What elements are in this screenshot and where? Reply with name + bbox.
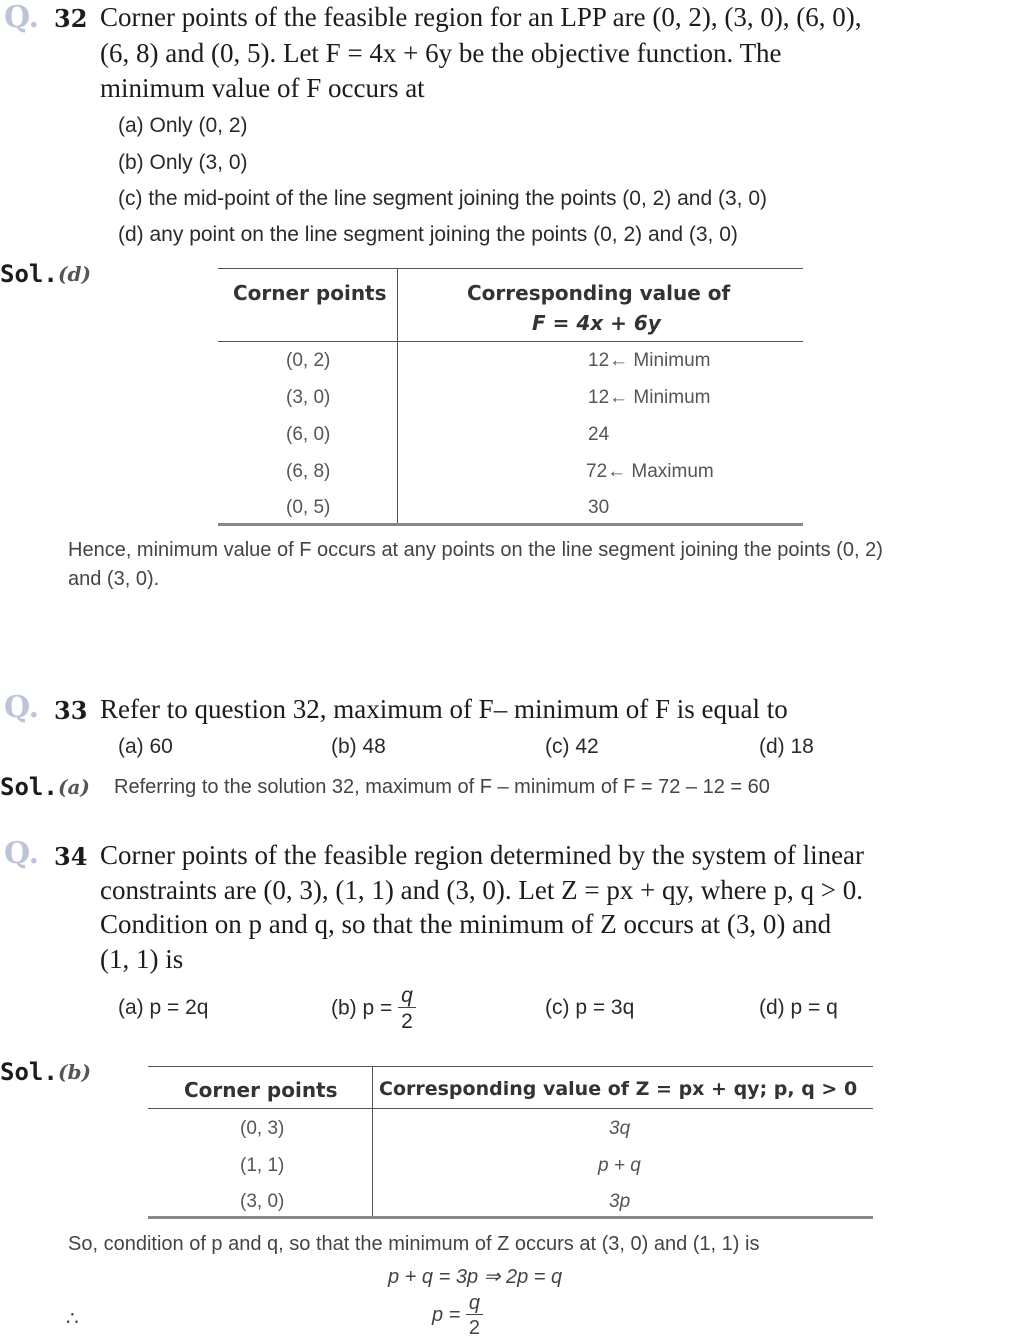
solution-answer: (d) <box>58 262 91 286</box>
table-rule <box>218 268 803 269</box>
therefore-symbol: ∴ <box>66 1308 79 1330</box>
question-marker: Q. <box>4 0 40 35</box>
option-d: (d) p = q <box>759 996 838 1019</box>
solution-answer: (a) <box>58 775 90 799</box>
table-header: Corresponding value of Z = px + qy; p, q > 0 <box>379 1078 858 1100</box>
question-text-line: Corner points of the feasible region determined by the system of linear <box>100 840 865 870</box>
fraction-denominator: 2 <box>468 1317 481 1339</box>
solution-text: Referring to the solution 32, maximum of F – minimum of F = 72 – 12 = 60 <box>114 776 770 798</box>
table-header: Corresponding value of <box>467 281 731 305</box>
solution-label: Sol. <box>0 1058 58 1086</box>
table-cell: 72← Maximum <box>586 461 714 482</box>
table-cell: (6, 0) <box>286 424 331 445</box>
table-divider <box>372 1066 373 1219</box>
option-d: (d) 18 <box>759 735 814 758</box>
table-cell: (3, 0) <box>286 387 331 408</box>
solution-equation: p + q = 3p ⇒ 2p = q <box>388 1266 563 1288</box>
table-divider <box>397 268 398 525</box>
table-cell: (3, 0) <box>240 1191 285 1212</box>
table-cell: 3q <box>609 1118 631 1139</box>
fraction-denominator: 2 <box>401 1010 413 1034</box>
question-marker: Q. <box>4 836 40 871</box>
table-cell: p + q <box>598 1155 641 1176</box>
question-text-line: Condition on p and q, so that the minimum of Z occurs at (3, 0) and <box>100 909 832 939</box>
solution-conclusion: So, condition of p and q, so that the minimum of Z occurs at (3, 0) and (1, 1) is <box>68 1233 760 1255</box>
solution-conclusion: and (3, 0). <box>68 568 160 590</box>
final-lhs: p = <box>432 1304 461 1326</box>
question-text-line: (1, 1) is <box>100 944 184 974</box>
fraction-numerator: q <box>398 984 416 1008</box>
table-cell: 3p <box>609 1191 631 1212</box>
table-cell: (0, 3) <box>240 1118 285 1139</box>
question-number: 32 <box>54 4 88 33</box>
solution-answer: (b) <box>58 1060 91 1084</box>
option-a: (a) Only (0, 2) <box>118 114 248 137</box>
solution-label: Sol. <box>0 773 58 801</box>
question-number: 34 <box>54 842 88 871</box>
solution-final <box>432 1292 483 1339</box>
option-b <box>331 984 416 1033</box>
table-cell: 12← Minimum <box>588 387 711 408</box>
fraction <box>398 984 416 1033</box>
table-cell: (1, 1) <box>240 1155 285 1176</box>
table-cell: (0, 5) <box>286 497 331 518</box>
option-b: (b) 48 <box>331 735 386 758</box>
solution-label: Sol. <box>0 260 58 288</box>
question-text-line: minimum value of F occurs at <box>100 73 425 103</box>
table-rule <box>218 341 803 342</box>
option-c: (c) 42 <box>545 735 599 758</box>
table-cell: 30 <box>588 497 610 518</box>
question-text-line: Refer to question 32, maximum of F– minimum of F is equal to <box>100 694 788 724</box>
question-text-line: Corner points of the feasible region for an LPP are (0, 2), (3, 0), (6, 0), <box>100 2 862 32</box>
option-d: (d) any point on the line segment joining the points (0, 2) and (3, 0) <box>118 223 738 246</box>
option-b-prefix: (b) p = <box>331 996 393 1020</box>
question-marker: Q. <box>4 690 40 725</box>
option-b: (b) Only (3, 0) <box>118 151 248 174</box>
table-header: F = 4x + 6y <box>532 311 661 335</box>
table-rule <box>148 1108 873 1109</box>
table-rule <box>148 1066 873 1067</box>
fraction-numerator: q <box>466 1292 483 1315</box>
question-text-line: (6, 8) and (0, 5). Let F = 4x + 6y be the objective function. The <box>100 38 782 68</box>
table-header: Corner points <box>184 1078 338 1102</box>
table-rule <box>148 1216 873 1219</box>
option-c: (c) p = 3q <box>545 996 635 1019</box>
solution-conclusion: Hence, minimum value of F occurs at any points on the line segment joining the points (0, 2) <box>68 539 883 561</box>
option-c: (c) the mid-point of the line segment joining the points (0, 2) and (3, 0) <box>118 187 768 210</box>
table-cell: 12← Minimum <box>588 350 711 371</box>
table-cell: 24 <box>588 424 610 445</box>
table-rule <box>218 523 803 526</box>
table-cell: (0, 2) <box>286 350 331 371</box>
option-a: (a) 60 <box>118 735 173 758</box>
fraction <box>466 1292 483 1339</box>
table-header: Corner points <box>233 281 387 305</box>
question-number: 33 <box>54 696 88 725</box>
option-a: (a) p = 2q <box>118 996 209 1019</box>
table-cell: (6, 8) <box>286 461 331 482</box>
question-text-line: constraints are (0, 3), (1, 1) and (3, 0). Let Z = px + qy, where p, q > 0. <box>100 875 863 905</box>
